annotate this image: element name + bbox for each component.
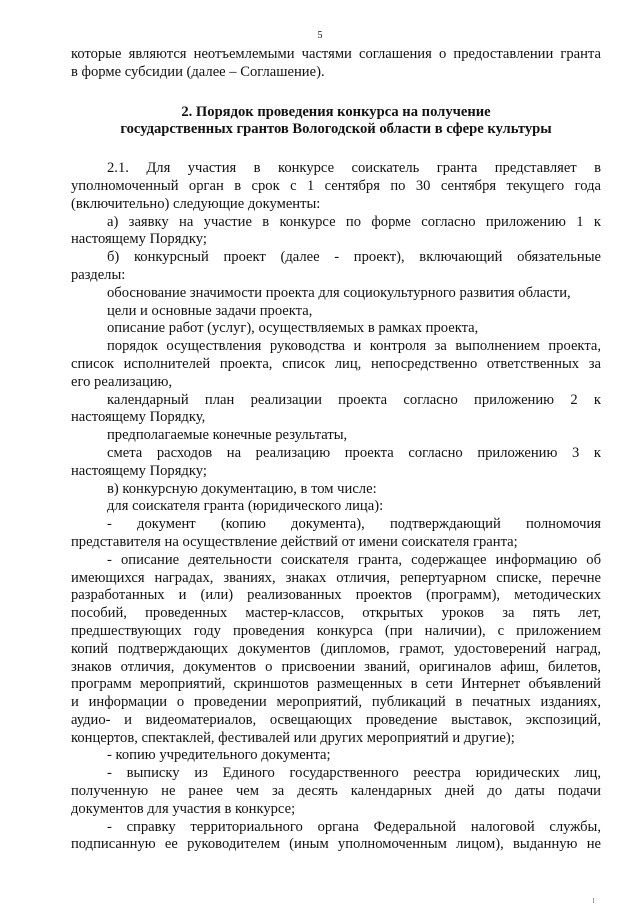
document-body	[71, 46, 601, 854]
paragraph-line: настоящему Порядку;	[71, 231, 207, 248]
paragraph-line: его реализацию,	[71, 373, 173, 390]
paragraph-line: - справку территориального органа Федеральной налоговой службы,	[107, 818, 601, 835]
paragraph-line: разделы:	[71, 266, 126, 283]
paragraph-line: уполномоченный орган в срок с 1 сентября по 30 сентября текущего года	[71, 177, 601, 194]
paragraph-line: 2.1. Для участия в конкурсе соискатель гранта представляет в	[107, 160, 601, 177]
paragraph-line: полученную не ранее чем за десять календарных дней до даты подачи	[71, 783, 601, 800]
paragraph-line: пособий, проведенных мастер-классов, открытых уроков за пять лет,	[71, 605, 601, 622]
paragraph-line: предполагаемые конечные результаты,	[107, 427, 348, 444]
paragraph-line: - документ (копию документа), подтверждающий полномочия	[107, 516, 601, 533]
paragraph-line: подписанную ее руководителем (иным уполномоченным лицом), выданную не	[71, 836, 601, 853]
paragraph-line: знаков отличия, документов о присвоении званий, оригиналов афиш, билетов,	[71, 658, 601, 675]
paragraph-line: концертов, спектаклей, фестивалей или других мероприятий и другие);	[71, 729, 515, 746]
paragraph-line: а) заявку на участие в конкурсе по форме согласно приложению 1 к	[107, 213, 601, 230]
paragraph-line: программ мероприятий, скриншотов размещенных в сети Интернет объявлений	[71, 676, 601, 693]
paragraph-line: документов для участия в конкурсе;	[71, 800, 296, 817]
intro-line: в форме субсидии (далее – Соглашение).	[71, 63, 325, 80]
paragraph-line: в) конкурсную документацию, в том числе:	[107, 480, 377, 497]
page-number: 5	[317, 30, 323, 41]
paragraph-line: - копию учредительного документа;	[107, 747, 331, 764]
paragraph-line: смета расходов на реализацию проекта согласно приложению 3 к	[107, 444, 601, 461]
paragraph-line: настоящему Порядку;	[71, 462, 207, 479]
paragraph-line: - описание деятельности соискателя гранта, содержащее информацию об	[107, 551, 601, 568]
paragraph-line: обоснование значимости проекта для социокультурного развития области,	[107, 284, 571, 301]
paragraph-line: представителя на осуществление действий от имени соискателя гранта;	[71, 533, 518, 550]
section-heading: 2. Порядок проведения конкурса на получение	[181, 103, 491, 120]
paragraph-line: имеющихся наградах, званиях, знаках отличия, репертуарном списке, перечне	[71, 569, 601, 586]
paragraph-line: б) конкурсный проект (далее - проект), включающий обязательные	[107, 249, 601, 266]
paragraph-line: настоящему Порядку,	[71, 409, 206, 426]
paragraph-line: предшествующих году проведения конкурса (при наличии), с приложением	[71, 622, 601, 639]
paragraph-line: цели и основные задачи проекта,	[107, 302, 313, 319]
paragraph-line: описание работ (услуг), осуществляемых в рамках проекта,	[107, 320, 479, 337]
paragraph-line: аудио- и видеоматериалов, освещающих проведение выставок, экспозиций,	[71, 711, 601, 728]
paragraph-line: список исполнителей проекта, список лиц, непосредственно ответственных за	[71, 355, 601, 372]
section-heading: государственных грантов Вологодской области в сфере культуры	[120, 121, 552, 138]
paragraph-line: (включительно) следующие документы:	[71, 195, 321, 212]
intro-line: которые являются неотъемлемыми частями соглашения о предоставлении гранта	[71, 46, 601, 62]
paragraph-line: порядок осуществления руководства и контроля за выполнением проекта,	[107, 338, 601, 355]
paragraph-line: разработанных и (или) реализованных проектов (программ), методических	[71, 587, 601, 604]
paragraph-line: для соискателя гранта (юридического лица):	[107, 498, 384, 515]
paragraph-line: - выписку из Единого государственного реестра юридических лиц,	[107, 765, 601, 782]
paragraph-line: и информации о проведении мероприятий, публикаций в печатных изданиях,	[71, 694, 601, 711]
paragraph-line: копий подтверждающих документов (дипломов, грамот, удостоверений наград,	[71, 640, 601, 657]
scan-mark	[593, 898, 594, 903]
paragraph-line: календарный план реализации проекта согласно приложению 2 к	[107, 391, 601, 408]
